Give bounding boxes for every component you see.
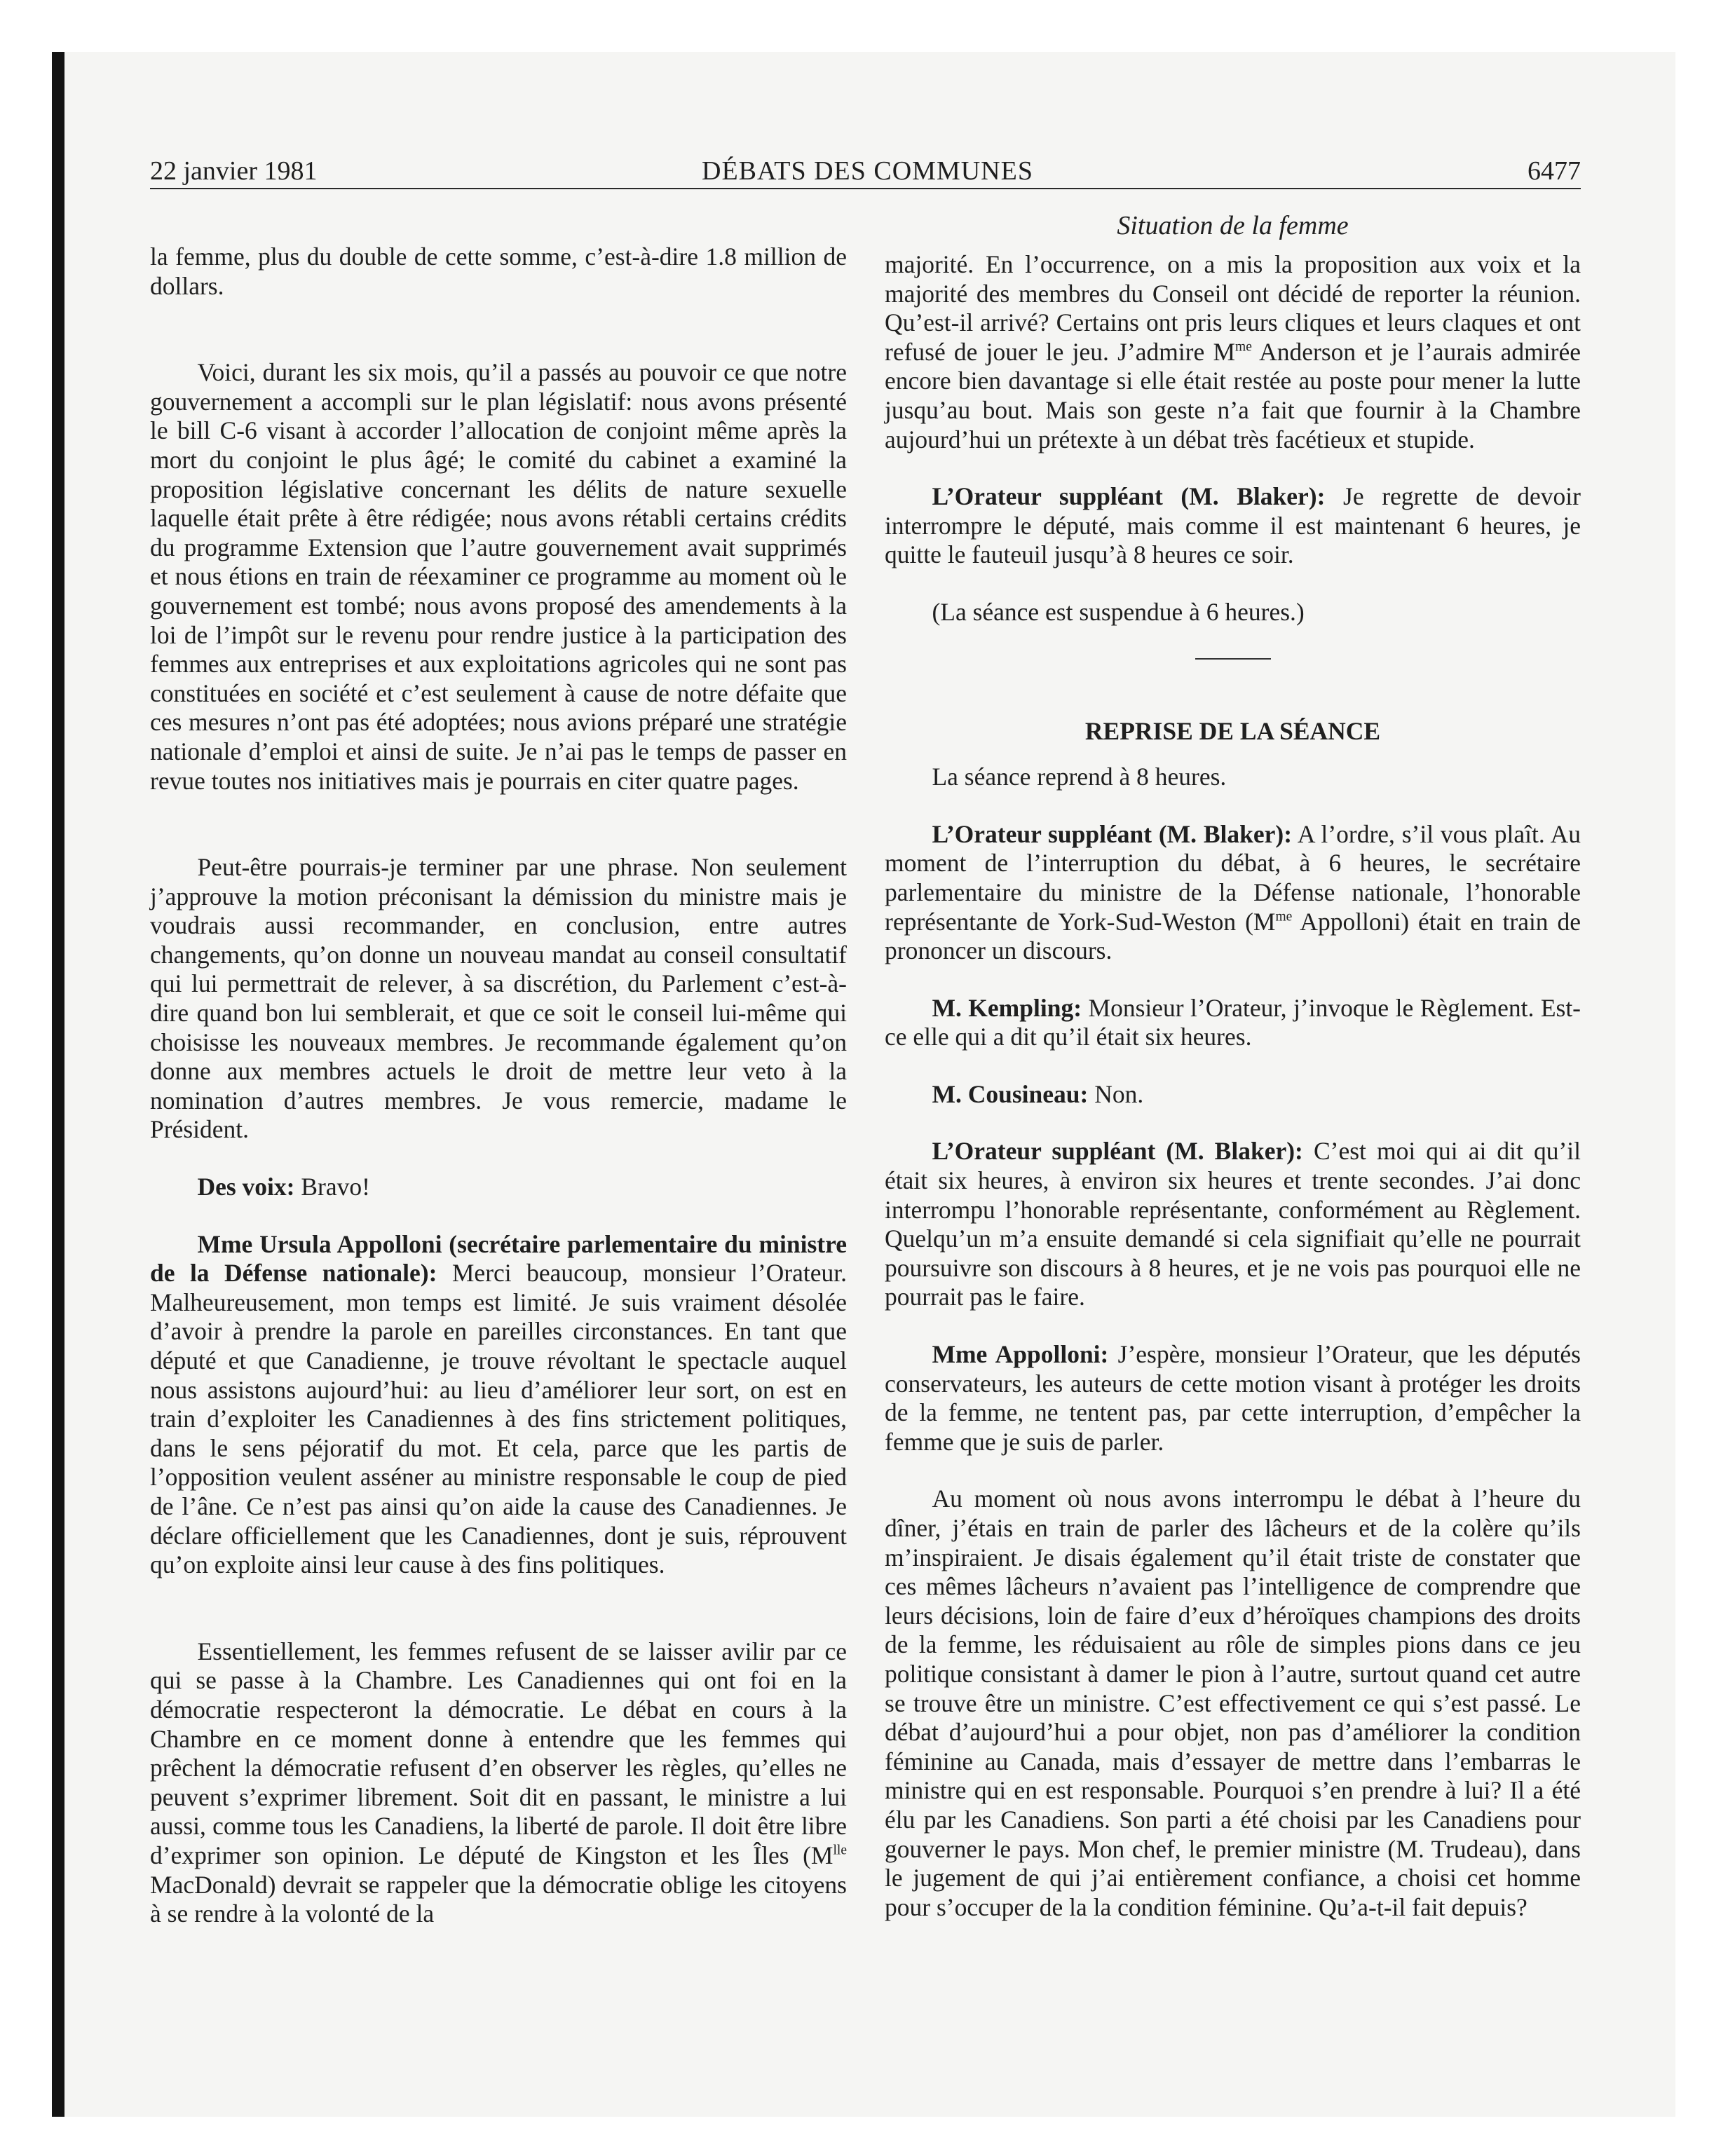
speaker-name: Mme Ursula Appolloni (secrétaire parlementaire du ministre de la Défense nationale):	[150, 1229, 847, 1288]
speech-text: majorité. En l’occurrence, on a mis la proposition aux voix et la majorité des membres du Conseil ont décidé de reporter la réunion. Qu’est-il arrivé? Certains ont pris leurs cliques et leurs claques et ont refusé de jouer le jeu. J’admire M	[885, 250, 1581, 366]
paragraph: Peut-être pourrais-je terminer par une phrase. Non seulement j’approuve la motion préconisant la démission du ministre mais je voudrais aussi recommander, en conclusion, entre autres changements, qu’on donne un nouveau mandat au conseil consultatif qui lui permettrait de relever, à sa discrétion, du Parlement c’est-à-dire quand bon lui semblerait, et que ce soit le conseil lui-même qui choisisse les nouveaux membres. Je recommande également qu’on donne aux membres actuels le droit de mettre leur veto à la nomination d’autres membres. Je vous remercie, madame le Président.	[150, 853, 847, 1144]
header-date: 22 janvier 1981	[150, 156, 318, 186]
speaker-name: L’Orateur suppléant (M. Blaker):	[932, 819, 1293, 848]
superscript: me	[1275, 908, 1293, 924]
section-heading: REPRISE DE LA SÉANCE	[1084, 716, 1381, 745]
speech-text: Non.	[1088, 1079, 1144, 1108]
speaker-name: L’Orateur suppléant (M. Blaker):	[932, 1137, 1303, 1166]
paragraph: La séance reprend à 8 heures.	[932, 763, 1227, 791]
speaker-name: Mme Appolloni:	[932, 1340, 1109, 1369]
speech-text: Appolloni) était en train de prononcer un discours.	[885, 907, 1581, 965]
header-title: DÉBATS DES COMMUNES	[702, 156, 1033, 186]
header-rule	[150, 188, 1581, 189]
paragraph	[885, 250, 1581, 454]
speaker-name: M. Cousineau:	[932, 1079, 1089, 1108]
paragraph	[150, 1637, 847, 1929]
speaker-name: L’Orateur suppléant (M. Blaker):	[932, 482, 1326, 511]
speech-text: MacDonald) devrait se rappeler que la démocratie oblige les citoyens à se rendre à la volonté de la	[150, 1870, 847, 1928]
speech-text: Je regrette de devoir interrompre le député, mais comme il est maintenant 6 heures, je quitte le fauteuil jusqu’à 8 heures ce soir.	[885, 482, 1581, 569]
paragraph	[885, 482, 1581, 570]
paragraph	[150, 1173, 847, 1202]
paragraph	[885, 1340, 1581, 1456]
paragraph	[885, 1137, 1581, 1312]
speech-text: Anderson et je l’aurais admirée encore bien davantage si elle était restée au poste pour mener la lutte jusqu’au bout. Mais son geste n’a fait que fournir à la Chambre aujourd’hui un prétexte à un débat très facétieux et stupide.	[885, 337, 1581, 453]
superscript: lle	[833, 1843, 847, 1858]
paragraph: (La séance est suspendue à 6 heures.)	[932, 597, 1305, 626]
speech-text: Merci beaucoup, monsieur l’Orateur. Malheureusement, mon temps est limité. Je suis vraiment désolée d’avoir à prendre la parole en pareilles circonstances. En tant que député et que Canadienne, je trouve révoltant le spectacle auquel nous assistons aujourd’hui: au lieu d’améliorer leur sort, on est en train d’exploiter les Canadiennes à des fins strictement politiques, dans le sens péjoratif du mot. Et cela, parce que les partis de l’opposition veulent asséner au ministre responsable le coup de pied de l’âne. Ce n’est pas ainsi qu’on aide la cause des Canadiennes. Je déclare officiellement que les Canadiennes, dont je suis, réprouvent qu’on exploite ainsi leur cause à des fins politiques.	[150, 1259, 847, 1579]
speech-text: J’espère, monsieur l’Orateur, que les députés conservateurs, les auteurs de cette motion visant à protéger les droits de la femme, ne tentent pas, par cette interruption, d’empêcher la femme que je suis de parler.	[885, 1340, 1581, 1456]
speech-text: Bravo!	[294, 1173, 370, 1201]
speaker-name: M. Kempling:	[932, 993, 1082, 1022]
paragraph: Voici, durant les six mois, qu’il a passés au pouvoir ce que notre gouvernement a accompli sur le plan législatif: nous avons présenté le bill C-6 visant à accorder l’allocation de conjoint même après la mort du conjoint le plus âgé; le comité du cabinet a examiné la proposition législative concernant les délits de nature sexuelle laquelle était prête à être rédigée; nous avons rétabli certains crédits du programme Extension que l’autre gouvernement avait supprimés et nous étions en train de réexaminer ce programme au moment où le gouvernement est tombé; nous avons proposé des amendements à la loi de l’impôt sur le revenu pour rendre justice à la participation des femmes aux entreprises et aux exploitations agricoles qui ne sont pas constituées en société et c’est seulement à cause de notre défaite que ces mesures n’ont pas été adoptées; nous avions préparé une stratégie nationale d’emploi et ainsi de suite. Je n’ai pas le temps de passer en revue toutes nos initiatives mais je pourrais en citer quatre pages.	[150, 358, 847, 795]
speech-text: A l’ordre, s’il vous plaît. Au moment de l’interruption du débat, à 6 heures, le secrétaire parlementaire du ministre de la Défense nationale, l’honorable représentante de York-Sud-Weston (M	[885, 819, 1581, 936]
paragraph	[150, 1230, 847, 1580]
paragraph	[885, 820, 1581, 966]
paragraph: Au moment où nous avons interrompu le débat à l’heure du dîner, j’étais en train de parler des lâcheurs et de la colère qu’ils m’inspiraient. Je disais également qu’il était triste de constater que ces mêmes lâcheurs n’avaient pas l’intelligence de comprendre que leurs décisions, loin de faire d’eux d’héroïques champions des droits de la femme, les réduisaient au rôle de simples pions dans ce jeu politique consistant à damer le pion à l’autre, surtout quand cet autre se trouve être un ministre. C’est effectivement ce qui s’est passé. Le débat d’aujourd’hui a pour objet, non pas d’améliorer la condition féminine au Canada, mais d’essayer de mettre dans l’embarras le ministre qui en est responsable. Pourquoi s’en prendre à lui? Il a été élu par les Canadiens. Son parti a été choisi par les Canadiens pour gouverner le pays. Mon chef, le premier ministre (M. Trudeau), dans le jugement de qui j’ai entièrement confiance, a choisi cet homme pour s’occuper de la la condition féminine. Qu’a-t-il fait depuis?	[885, 1485, 1581, 1921]
superscript: me	[1235, 339, 1252, 355]
speech-text: Essentiellement, les femmes refusent de se laisser avilir par ce qui se passe à la Chambre. Les Canadiennes qui ont foi en la démocratie respecteront la démocratie. Le débat en cours à la Chambre en ce moment donne à entendre que les femmes qui prêchent la démocratie refusent d’en observer les règles, qu’elles ne peuvent s’exprimer librement. Soit dit en passant, le ministre a lui aussi, comme tous les Canadiens, la liberté de parole. Il doit être libre d’exprimer son opinion. Le député de Kingston et les Îles (M	[150, 1637, 847, 1869]
header-page-number: 6477	[1528, 156, 1581, 186]
scan-edge	[52, 52, 64, 2117]
right-column	[885, 250, 1581, 1922]
running-head: Situation de la femme	[1117, 211, 1349, 240]
paragraph	[885, 994, 1581, 1052]
paragraph	[885, 1080, 1581, 1110]
section-divider	[1195, 658, 1271, 660]
left-column	[150, 243, 847, 1929]
paragraph: la femme, plus du double de cette somme, c’est-à-dire 1.8 million de dollars.	[150, 243, 847, 300]
speech-text: C’est moi qui ai dit qu’il était six heures, à environ six heures et trente secondes. J’ai donc interrompu l’honorable représentante, conformément au Règlement. Quelqu’un m’a ensuite demandé si cela signifiait qu’elle ne pourrait poursuivre son discours à 8 heures, et je ne vois pas pourquoi elle ne pourrait pas le faire.	[885, 1137, 1581, 1311]
speaker-name: Des voix:	[197, 1173, 295, 1201]
speech-text: Monsieur l’Orateur, j’invoque le Règlement. Est-ce elle qui a dit qu’il était six heures.	[885, 993, 1581, 1051]
